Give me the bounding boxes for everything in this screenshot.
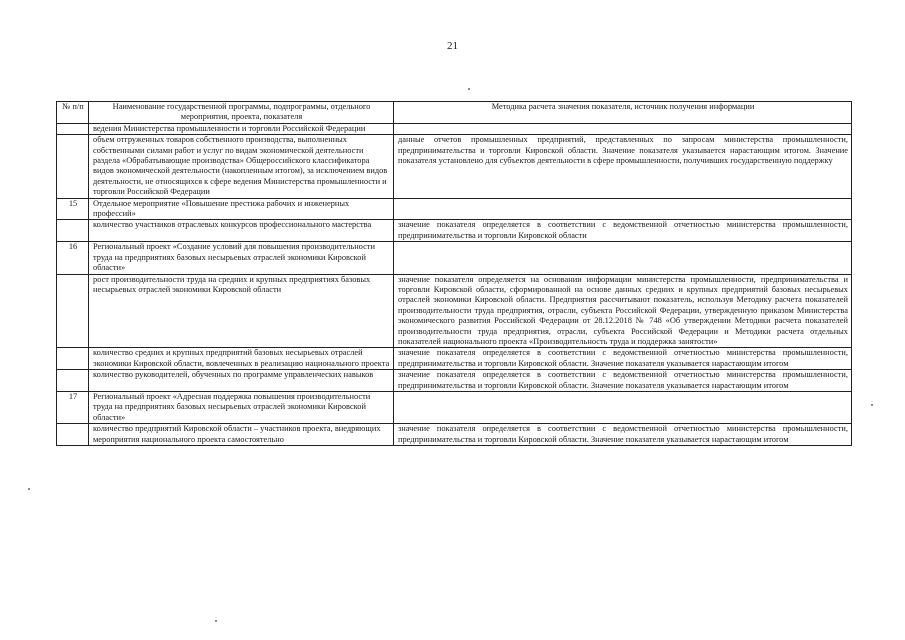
row-num: 16 bbox=[57, 242, 89, 274]
row-method bbox=[394, 123, 852, 134]
row-num bbox=[57, 348, 89, 370]
table-row bbox=[57, 242, 852, 274]
header-method: Методика расчета значения показателя, источник получения информации bbox=[394, 102, 852, 124]
row-method bbox=[394, 198, 852, 220]
row-method: значение показателя определяется в соответствии с ведомственной отчетностью министерства промышленности, предпринимательства и торговли Кировской области. Значение показателя указывается нарастающим итогом bbox=[394, 348, 852, 370]
scan-speck bbox=[215, 620, 217, 622]
header-num: № п/п bbox=[57, 102, 89, 124]
row-name: количество руководителей, обученных по программе управленческих навыков bbox=[89, 370, 394, 392]
row-method: данные отчетов промышленных предприятий, представленных по запросам министерства промышленности, предпринимательства и торговли Кировской области. Значение показателя указывается нарастающим итогом. Значение показателя установлено для субъектов деятельности в сфере промышленности, получивших государственную поддержку bbox=[394, 135, 852, 198]
row-method bbox=[394, 242, 852, 274]
table-row bbox=[57, 391, 852, 423]
indicator-methodology-table bbox=[56, 101, 852, 446]
row-num: 17 bbox=[57, 391, 89, 423]
header-name: Наименование государственной программы, подпрограммы, отдельного мероприятия, проекта, показателя bbox=[89, 102, 394, 124]
table-row bbox=[57, 135, 852, 198]
row-num bbox=[57, 274, 89, 348]
table-row bbox=[57, 274, 852, 348]
row-name: количество участников отраслевых конкурсов профессионального мастерства bbox=[89, 220, 394, 242]
row-method: значение показателя определяется в соответствии с ведомственной отчетностью министерства промышленности, предпринимательства и торговли Кировской области. Значение показателя указывается нарастающим итогом bbox=[394, 370, 852, 392]
scan-speck bbox=[28, 488, 30, 490]
row-name: рост производительности труда на средних и крупных предприятиях базовых несырьевых отраслей экономики Кировской области bbox=[89, 274, 394, 348]
row-method: значение показателя определяется на основании информации министерства промышленности, предпринимательства и торговли Кировской области, сформированной на основе данных средних и крупных предприятий базовых несырьевых отраслей экономики Кировской области. Предприятия рассчитывают показатель, используя Методику расчета показателей производительности труда предприятия, отрасли, субъекта Российской Федерации, утвержденную приказом Министерства экономического развития Российской Федерации от 28.12.2018 № 748 «Об утверждении Методики расчета показателей производительности труда предприятия, отрасли, субъекта Российской Федерации и Методики расчета отдельных показателей национального проекта «Производительность труда и поддержка занятости» bbox=[394, 274, 852, 348]
table-row bbox=[57, 220, 852, 242]
row-name: объем отгруженных товаров собственного производства, выполненных собственными силами работ и услуг по видам экономической деятельности раздела «Обрабатывающие производства» Общероссийского классификатора видов экономической деятельности (накопленным итогом), за исключением видов деятельности, не относящихся к сфере ведения Министерства промышленности и торговли Российской Федерации bbox=[89, 135, 394, 198]
row-num bbox=[57, 220, 89, 242]
row-num: 15 bbox=[57, 198, 89, 220]
row-method bbox=[394, 391, 852, 423]
row-name: количество предприятий Кировской области – участников проекта, внедряющих мероприятия национального проекта самостоятельно bbox=[89, 424, 394, 446]
table-row bbox=[57, 424, 852, 446]
row-num bbox=[57, 123, 89, 134]
scan-speck bbox=[468, 88, 470, 90]
table-row bbox=[57, 198, 852, 220]
row-num bbox=[57, 424, 89, 446]
table-row bbox=[57, 123, 852, 134]
scan-speck bbox=[871, 404, 873, 406]
row-num bbox=[57, 135, 89, 198]
row-name: количество средних и крупных предприятий базовых несырьевых отраслей экономики Кировской области, вовлеченных в реализацию национального проекта bbox=[89, 348, 394, 370]
page-number: 21 bbox=[447, 40, 458, 52]
row-method: значение показателя определяется в соответствии с ведомственной отчетностью министерства промышленности, предпринимательства и торговли Кировской области bbox=[394, 220, 852, 242]
row-name: Региональный проект «Создание условий для повышения производительности труда на предприятиях базовых несырьевых отраслей экономики Кировской области» bbox=[89, 242, 394, 274]
table-row bbox=[57, 348, 852, 370]
row-name: Отдельное мероприятие «Повышение престижа рабочих и инженерных профессий» bbox=[89, 198, 394, 220]
table-header-row bbox=[57, 102, 852, 124]
table-row bbox=[57, 370, 852, 392]
row-name: ведения Министерства промышленности и торговли Российской Федерации bbox=[89, 123, 394, 134]
row-num bbox=[57, 370, 89, 392]
row-method: значение показателя определяется в соответствии с ведомственной отчетностью министерства промышленности, предпринимательства и торговли Кировской области. Значение показателя указывается нарастающим итогом bbox=[394, 424, 852, 446]
row-name: Региональный проект «Адресная поддержка повышения производительности труда на предприятиях базовых несырьевых отраслей экономики Кировской области» bbox=[89, 391, 394, 423]
